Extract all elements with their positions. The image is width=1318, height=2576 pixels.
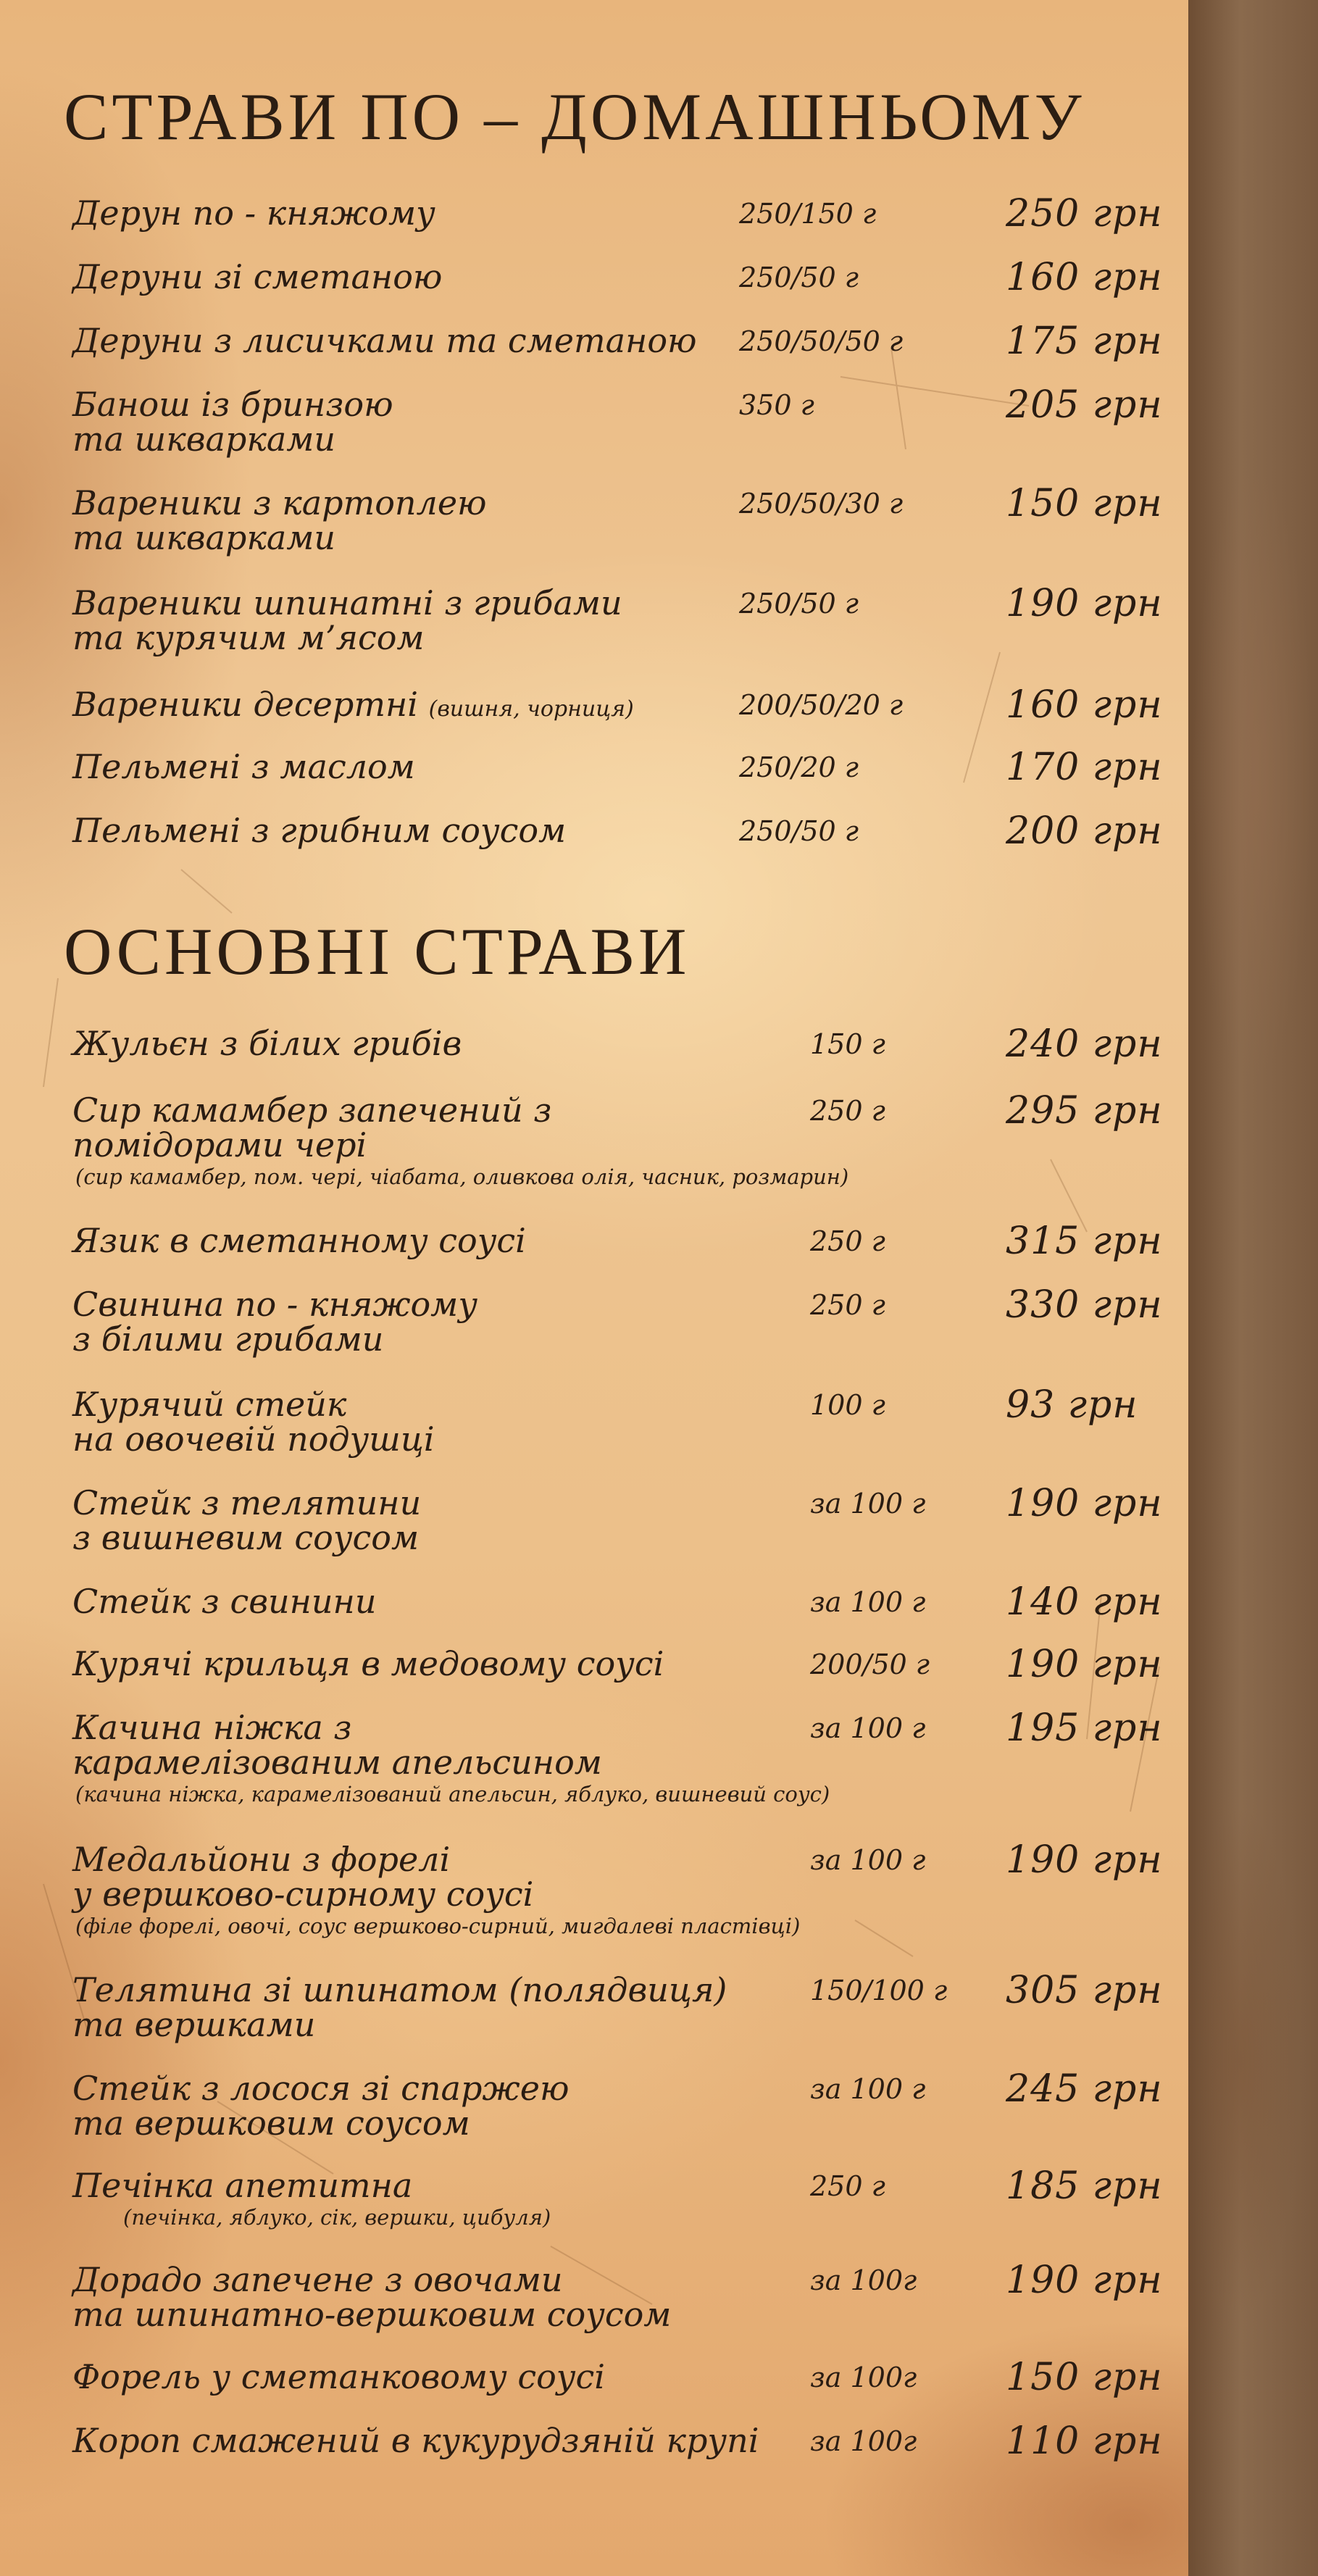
dish-name: Вареники шпинатні з грибами та курячим м’ясом <box>72 583 622 657</box>
side-border-strip <box>1188 0 1318 2576</box>
dish-price: 195 грн <box>1006 1706 1163 1750</box>
dish-weight: за 100г <box>810 2362 917 2393</box>
dish-note: (вишня, чорниця) <box>428 696 634 722</box>
dish-weight: 250 г <box>810 1095 885 1127</box>
dish-name: Банош із бринзою та шкварками <box>72 385 393 459</box>
dish-name: Дерун по - княжому <box>72 193 435 233</box>
dish-description: (сир камамбер, пом. чері, чіабата, оливкова олія, часник, розмарин) <box>75 1164 849 1189</box>
dish-weight: 250/20 г <box>739 751 859 783</box>
dish-weight: 250/50/50 г <box>739 325 904 357</box>
dish-weight: 350 г <box>739 389 814 421</box>
dish-price: 150 грн <box>1006 2356 1163 2399</box>
dish-weight: 200/50 г <box>810 1648 930 1680</box>
dish-price: 250 грн <box>1006 192 1163 235</box>
dish-name: Свинина по - княжому з білими грибами <box>72 1285 478 1359</box>
dish-name: Деруни з лисичками та сметаною <box>72 321 697 360</box>
dish-name: Пельмені з грибним соусом <box>72 811 567 850</box>
dish-name: Короп смажений в кукурудзяній крупі <box>72 2421 759 2460</box>
dish-description: (печінка, яблуко, сік, вершки, цибуля) <box>123 2205 551 2230</box>
dish-price: 315 грн <box>1006 1220 1163 1263</box>
dish-weight: 250/150 г <box>739 198 877 230</box>
dish-price: 240 грн <box>1006 1022 1163 1066</box>
dish-price: 160 грн <box>1006 256 1163 299</box>
dish-name: Стейк з свинини <box>72 1582 377 1621</box>
dish-name: Дорадо запечене з овочами та шпинатно-вершковим соусом <box>72 2260 672 2334</box>
dish-price: 160 грн <box>1006 683 1163 727</box>
dish-price: 330 грн <box>1006 1283 1163 1327</box>
dish-name: Медальйони з форелі у вершково-сирному соусі <box>72 1840 534 1914</box>
dish-name: Телятина зі шпинатом (полядвиця) та вершками <box>72 1970 727 2044</box>
dish-name: Качина ніжка з карамелізованим апельсином <box>72 1708 602 1782</box>
dish-weight: 150/100 г <box>810 1975 948 2006</box>
dish-name: Курячі крильця в медовому соусі <box>72 1644 664 1683</box>
dish-price: 190 грн <box>1006 582 1163 625</box>
dish-weight: за 100г <box>810 2264 917 2296</box>
dish-name: Вареники з картоплею та шкварками <box>72 483 487 557</box>
dish-price: 190 грн <box>1006 1643 1163 1686</box>
dish-weight: 250 г <box>810 1289 885 1321</box>
dish-name: Вареники десертні (вишня, чорниця) <box>72 685 634 724</box>
dish-weight: 150 г <box>810 1028 885 1060</box>
dish-weight: за 100 г <box>810 1586 926 1618</box>
dish-price: 150 грн <box>1006 482 1163 525</box>
dish-weight: за 100 г <box>810 1488 926 1520</box>
dish-weight: 250/50 г <box>739 262 859 293</box>
dish-weight: за 100 г <box>810 1844 926 1876</box>
dish-weight: за 100 г <box>810 2073 926 2105</box>
section-title-home-dishes: СТРАВИ ПО – ДОМАШНЬОМУ <box>64 80 1085 154</box>
dish-name: Форель у сметанковому соусі <box>72 2357 605 2396</box>
dish-price: 295 грн <box>1006 1089 1163 1133</box>
dish-price: 175 грн <box>1006 320 1163 363</box>
dish-weight: 200/50/20 г <box>739 689 904 721</box>
dish-name: Деруни зі сметаною <box>72 257 443 296</box>
dish-weight: 100 г <box>810 1389 885 1421</box>
dish-name: Курячий стейк на овочевій подушці <box>72 1385 435 1459</box>
dish-weight: 250/50/30 г <box>739 488 904 520</box>
dish-price: 200 грн <box>1006 809 1163 853</box>
dish-weight: 250 г <box>810 1225 885 1257</box>
dish-price: 190 грн <box>1006 2259 1163 2302</box>
dish-name: Язик в сметанному соусі <box>72 1221 526 1260</box>
dish-price: 190 грн <box>1006 1838 1163 1882</box>
dish-weight: 250/50 г <box>739 815 859 847</box>
dish-name: Сир камамбер запечений з помідорами чері <box>72 1091 552 1164</box>
dish-name: Стейк з лосося зі спаржею та вершковим соусом <box>72 2069 570 2143</box>
dish-name: Жульєн з білих грибів <box>72 1024 462 1063</box>
dish-weight: 250/50 г <box>739 588 859 620</box>
dish-weight: за 100г <box>810 2425 917 2457</box>
dish-price: 205 грн <box>1006 383 1163 427</box>
dish-price: 185 грн <box>1006 2164 1163 2208</box>
dish-name: Стейк з телятини з вишневим соусом <box>72 1483 422 1557</box>
dish-price: 170 грн <box>1006 746 1163 789</box>
dish-description: (філе форелі, овочі, соус вершково-сирний, мигдалеві пластівці) <box>75 1914 801 1938</box>
dish-price: 190 грн <box>1006 1482 1163 1525</box>
dish-name: Пельмені з маслом <box>72 747 415 786</box>
dish-price: 110 грн <box>1006 2419 1163 2463</box>
dish-price: 93 грн <box>1006 1383 1138 1427</box>
dish-price: 245 грн <box>1006 2067 1163 2111</box>
dish-name: Печінка апетитна <box>72 2166 413 2205</box>
dish-price: 305 грн <box>1006 1969 1163 2012</box>
dish-weight: 250 г <box>810 2170 885 2202</box>
dish-price: 140 грн <box>1006 1580 1163 1624</box>
dish-weight: за 100 г <box>810 1712 926 1744</box>
dish-description: (качина ніжка, карамелізований апельсин, яблуко, вишневий соус) <box>75 1782 830 1806</box>
section-title-main-dishes: ОСНОВНІ СТРАВИ <box>64 914 691 988</box>
